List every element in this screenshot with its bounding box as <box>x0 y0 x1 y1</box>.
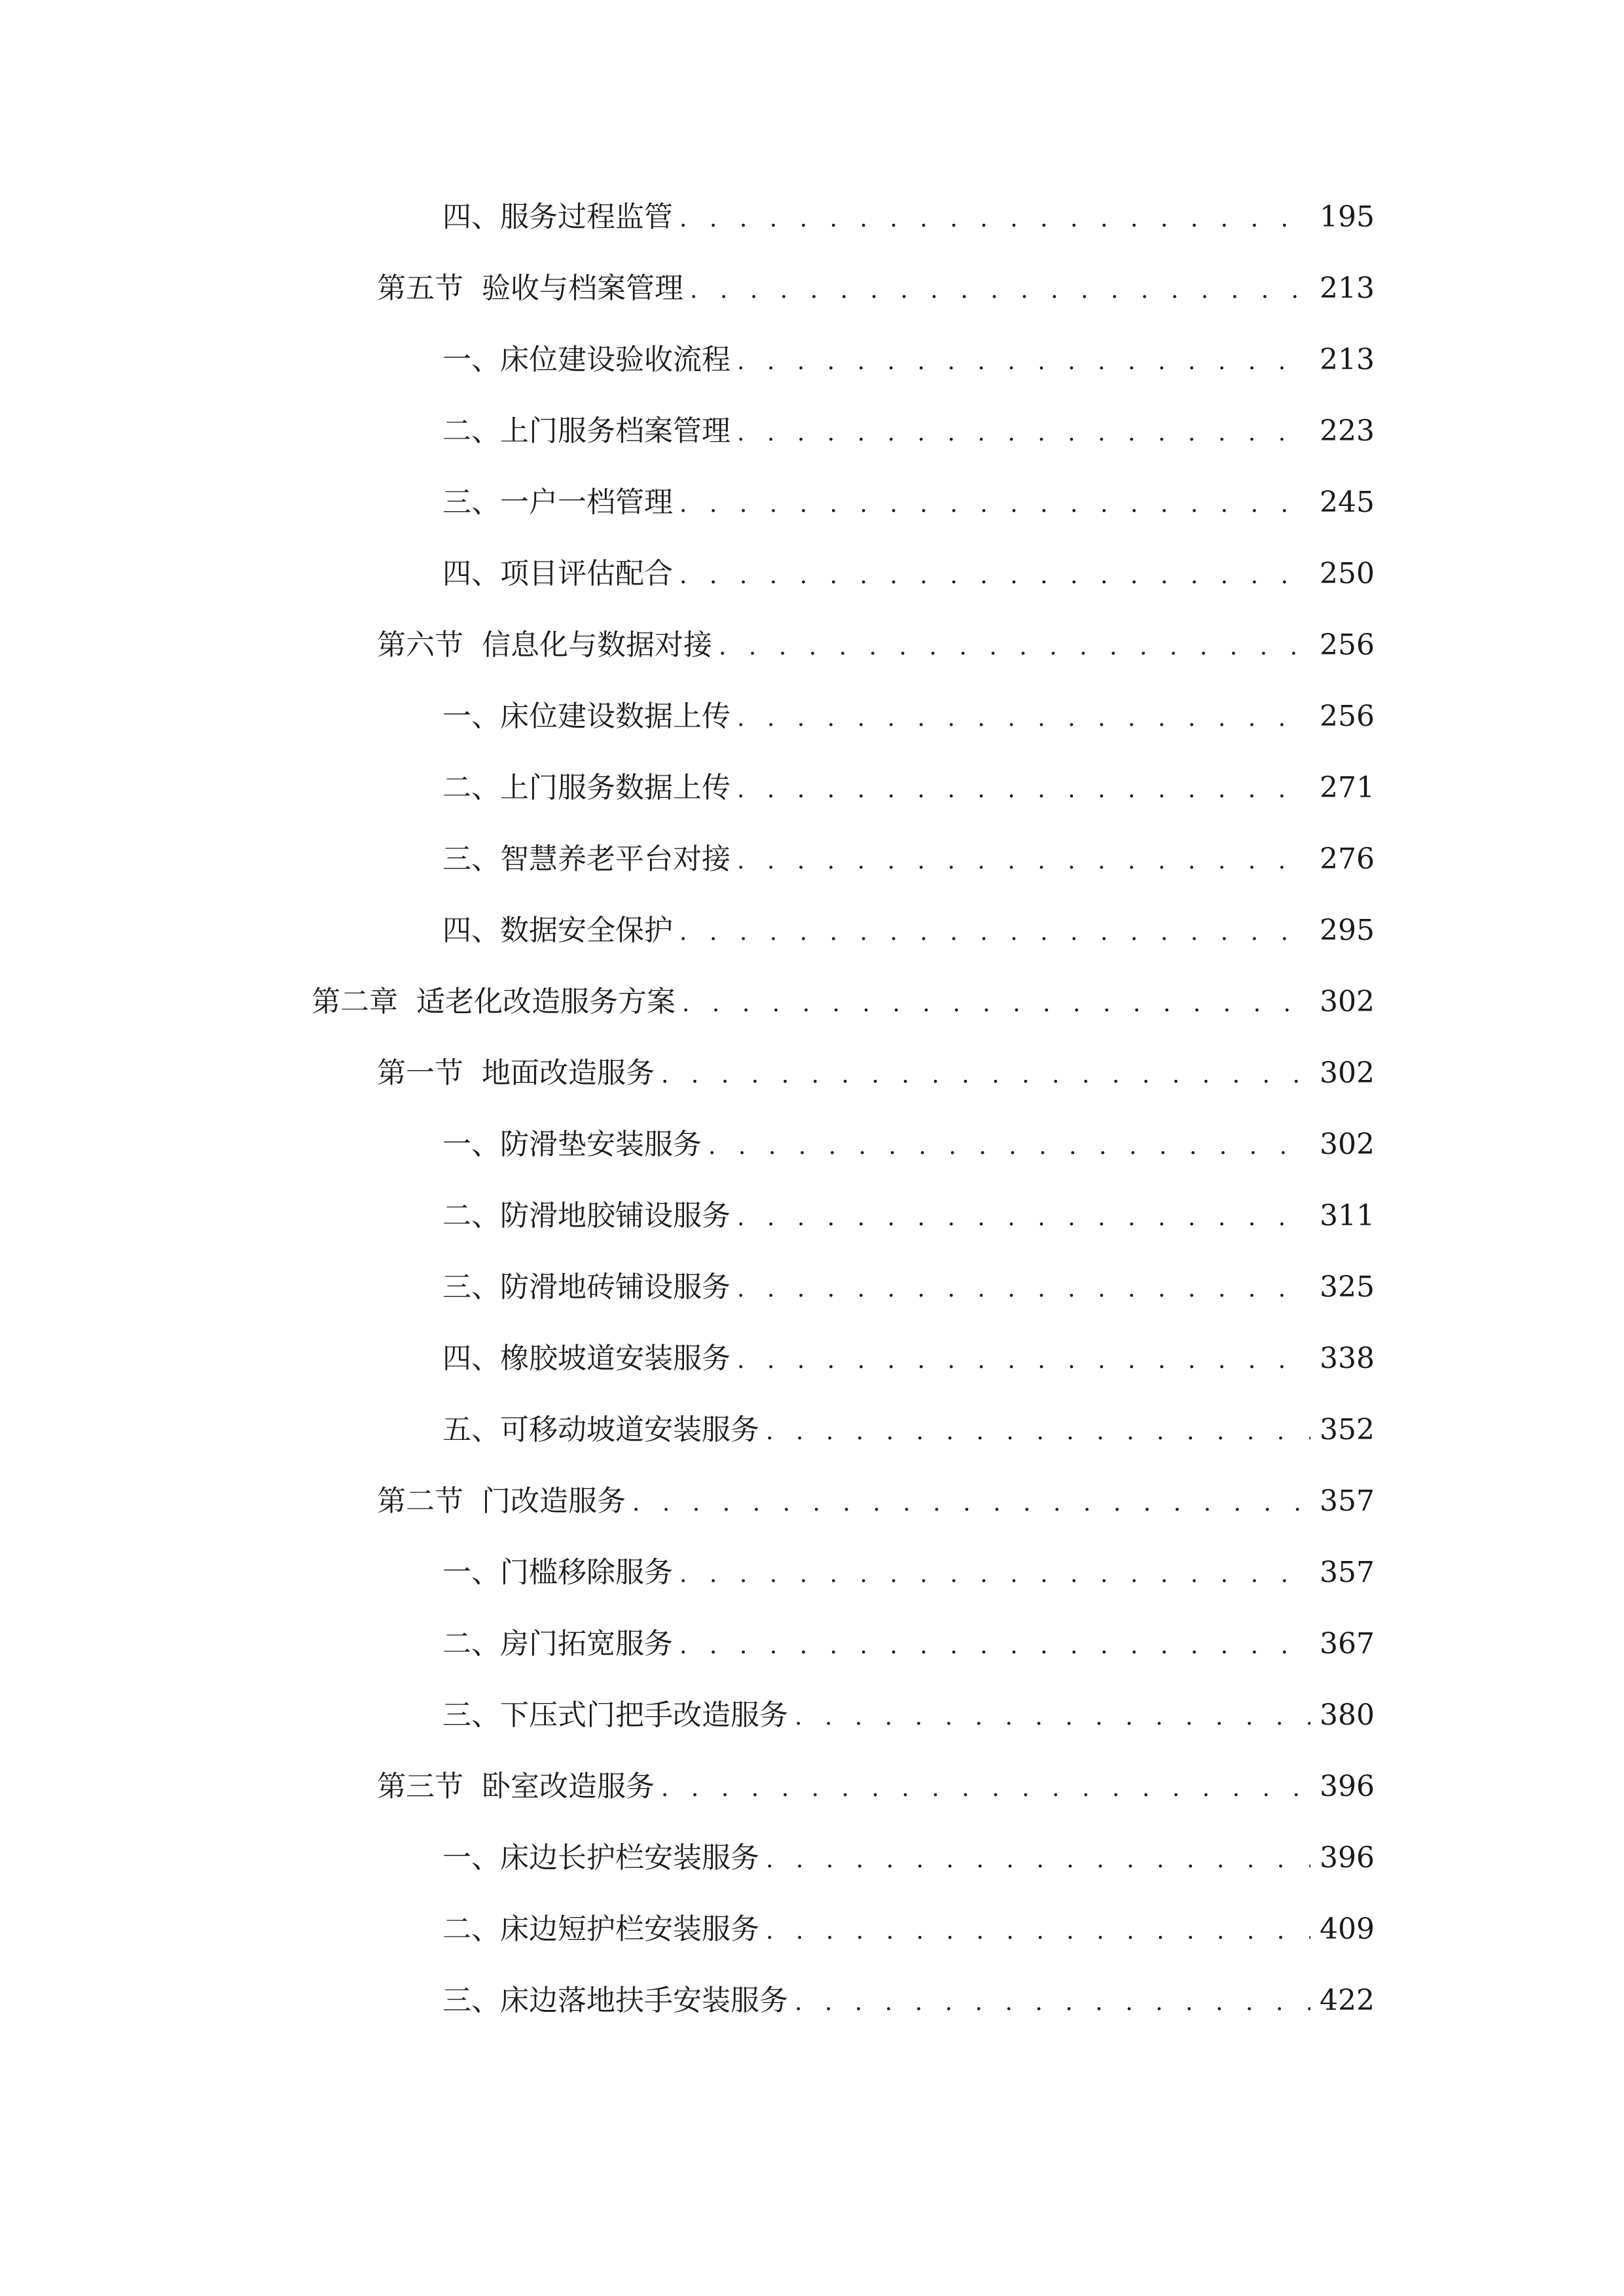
toc-entry-page: 276 <box>1320 842 1375 876</box>
toc-entry-title: 门改造服务 <box>482 1484 626 1518</box>
dot-leader <box>661 1052 1310 1098</box>
toc-entry-number: 三、 <box>442 1984 500 2017</box>
toc-entry[interactable] <box>442 1621 1375 1667</box>
toc-entry-page: 338 <box>1320 1342 1375 1375</box>
toc-entry[interactable] <box>442 480 1375 526</box>
toc-entry-number: 二、 <box>442 1199 500 1232</box>
toc-entry-title: 项目评估配合 <box>500 557 673 590</box>
dot-leader <box>795 1695 1310 1740</box>
toc-entry-title: 床边长护栏安装服务 <box>500 1841 759 1874</box>
toc-entry-title: 床边短护栏安装服务 <box>500 1912 759 1946</box>
toc-entry[interactable] <box>442 1978 1375 2024</box>
toc-entry-page: 357 <box>1320 1484 1375 1518</box>
toc-entry-page: 302 <box>1320 1128 1375 1161</box>
dot-leader <box>661 1766 1310 1812</box>
toc-entry-page: 213 <box>1320 343 1375 376</box>
toc-entry-title: 下压式门把手改造服务 <box>500 1698 788 1732</box>
toc-entry-number: 第三节 <box>377 1770 463 1803</box>
toc-entry-page: 325 <box>1320 1270 1375 1304</box>
dot-leader <box>719 624 1310 670</box>
toc-entry-page: 302 <box>1320 985 1375 1018</box>
toc-entry-number: 三、 <box>442 842 500 876</box>
dot-leader <box>679 553 1310 599</box>
toc-entry[interactable] <box>442 1407 1375 1453</box>
toc-entry[interactable] <box>377 1050 1375 1096</box>
dot-leader <box>679 196 1310 242</box>
toc-entry-page: 302 <box>1320 1056 1375 1090</box>
toc-entry-page: 396 <box>1320 1770 1375 1803</box>
toc-entry-page: 213 <box>1320 272 1375 305</box>
toc-entry-title: 床位建设验收流程 <box>500 343 731 376</box>
toc-entry[interactable] <box>377 266 1375 312</box>
toc-entry[interactable] <box>377 1479 1375 1524</box>
toc-entry-page: 256 <box>1320 700 1375 733</box>
dot-leader <box>737 838 1310 884</box>
toc-entry-title: 房门拓宽服务 <box>500 1627 673 1660</box>
dot-leader <box>679 1552 1310 1598</box>
toc-entry-title: 上门服务数据上传 <box>500 771 731 804</box>
toc-entry[interactable] <box>442 337 1375 383</box>
toc-entry-title: 床位建设数据上传 <box>500 700 731 733</box>
dot-leader <box>632 1480 1310 1526</box>
toc-entry-number: 第六节 <box>377 628 463 662</box>
toc-entry-page: 311 <box>1320 1199 1375 1232</box>
toc-entry-number: 一、 <box>442 1556 500 1589</box>
dot-leader <box>679 1623 1310 1669</box>
toc-entry[interactable] <box>377 1764 1375 1810</box>
toc-entry-page: 367 <box>1320 1627 1375 1660</box>
dot-leader <box>737 1195 1310 1241</box>
dot-leader <box>737 339 1310 385</box>
toc-entry-title: 床边落地扶手安装服务 <box>500 1984 788 2017</box>
toc-entry-number: 一、 <box>442 700 500 733</box>
toc-entry-page: 396 <box>1320 1841 1375 1874</box>
toc-entry-number: 四、 <box>442 914 500 947</box>
toc-entry-page: 409 <box>1320 1912 1375 1946</box>
toc-entry-title: 可移动坡道安装服务 <box>500 1413 759 1446</box>
toc-entry[interactable] <box>442 836 1375 882</box>
toc-entry-title: 一户一档管理 <box>500 486 673 519</box>
toc-entry-number: 一、 <box>442 1128 500 1161</box>
toc-entry-number: 第五节 <box>377 272 463 305</box>
toc-entry-page: 422 <box>1320 1984 1375 2017</box>
toc-entry-number: 五、 <box>442 1413 500 1446</box>
toc-entry[interactable] <box>442 694 1375 740</box>
toc-entry-number: 一、 <box>442 343 500 376</box>
dot-leader <box>708 1124 1310 1170</box>
toc-entry-title: 上门服务档案管理 <box>500 414 731 448</box>
dot-leader <box>682 981 1310 1027</box>
toc-entry-title: 地面改造服务 <box>482 1056 655 1090</box>
toc-entry-number: 四、 <box>442 200 500 234</box>
toc-entry[interactable] <box>442 1265 1375 1310</box>
dot-leader <box>679 482 1310 528</box>
toc-entry[interactable] <box>442 765 1375 811</box>
dot-leader <box>679 910 1310 956</box>
toc-entry-number: 第二节 <box>377 1484 463 1518</box>
dot-leader <box>737 1266 1310 1312</box>
toc-entry-page: 245 <box>1320 486 1375 519</box>
toc-entry-title: 防滑地砖铺设服务 <box>500 1270 731 1304</box>
toc-entry-page: 256 <box>1320 628 1375 662</box>
toc-entry-title: 橡胶坡道安装服务 <box>500 1342 731 1375</box>
toc-entry[interactable] <box>442 908 1375 954</box>
toc-entry-number: 一、 <box>442 1841 500 1874</box>
toc-entry[interactable] <box>442 1122 1375 1168</box>
toc-entry[interactable] <box>442 551 1375 597</box>
toc-entry-page: 195 <box>1320 200 1375 234</box>
toc-entry-title: 服务过程监管 <box>500 200 673 234</box>
toc-entry-number: 四、 <box>442 557 500 590</box>
dot-leader <box>795 1980 1310 2026</box>
toc-entry-title: 信息化与数据对接 <box>482 628 712 662</box>
toc-entry-page: 357 <box>1320 1556 1375 1589</box>
toc-entry-title: 智慧养老平台对接 <box>500 842 731 876</box>
toc-entry[interactable] <box>442 194 1375 240</box>
toc-entry-page: 250 <box>1320 557 1375 590</box>
toc-entry-title: 数据安全保护 <box>500 914 673 947</box>
dot-leader <box>766 1837 1310 1883</box>
toc-entry-title: 防滑地胶铺设服务 <box>500 1199 731 1232</box>
toc-entry[interactable] <box>442 408 1375 454</box>
toc-entry-page: 380 <box>1320 1698 1375 1732</box>
toc-entry[interactable] <box>442 1693 1375 1738</box>
toc-entry-page: 271 <box>1320 771 1375 804</box>
toc-entry-page: 295 <box>1320 914 1375 947</box>
toc-entry[interactable] <box>442 1336 1375 1382</box>
toc-entry-number: 二、 <box>442 414 500 448</box>
toc-entry-page: 352 <box>1320 1413 1375 1446</box>
toc-entry-title: 门槛移除服务 <box>500 1556 673 1589</box>
toc-entry[interactable] <box>442 1907 1375 1952</box>
toc-entry-title: 防滑垫安装服务 <box>500 1128 702 1161</box>
toc-entry-number: 三、 <box>442 1698 500 1732</box>
toc-entry-number: 二、 <box>442 1912 500 1946</box>
toc-entry-number: 二、 <box>442 771 500 804</box>
toc-entry-chapter[interactable] <box>312 979 1375 1025</box>
toc-entry-number: 三、 <box>442 486 500 519</box>
toc-entry-title: 验收与档案管理 <box>482 272 683 305</box>
toc-entry[interactable] <box>442 1193 1375 1239</box>
dot-leader <box>766 1409 1310 1455</box>
dot-leader <box>737 410 1310 456</box>
toc-entry-page: 223 <box>1320 414 1375 448</box>
toc-entry-title: 卧室改造服务 <box>482 1770 655 1803</box>
dot-leader <box>766 1909 1310 1954</box>
toc-entry-title: 适老化改造服务方案 <box>416 985 676 1018</box>
toc-entry[interactable] <box>442 1550 1375 1596</box>
toc-entry-number: 第二章 <box>312 985 398 1018</box>
toc-entry-number: 四、 <box>442 1342 500 1375</box>
toc-entry-number: 三、 <box>442 1270 500 1304</box>
dot-leader <box>737 696 1310 742</box>
toc-entry[interactable] <box>377 622 1375 668</box>
toc-entry-number: 二、 <box>442 1627 500 1660</box>
toc-entry[interactable] <box>442 1835 1375 1881</box>
dot-leader <box>737 767 1310 813</box>
dot-leader <box>737 1338 1310 1384</box>
toc-entry-number: 第一节 <box>377 1056 463 1090</box>
dot-leader <box>690 268 1310 314</box>
